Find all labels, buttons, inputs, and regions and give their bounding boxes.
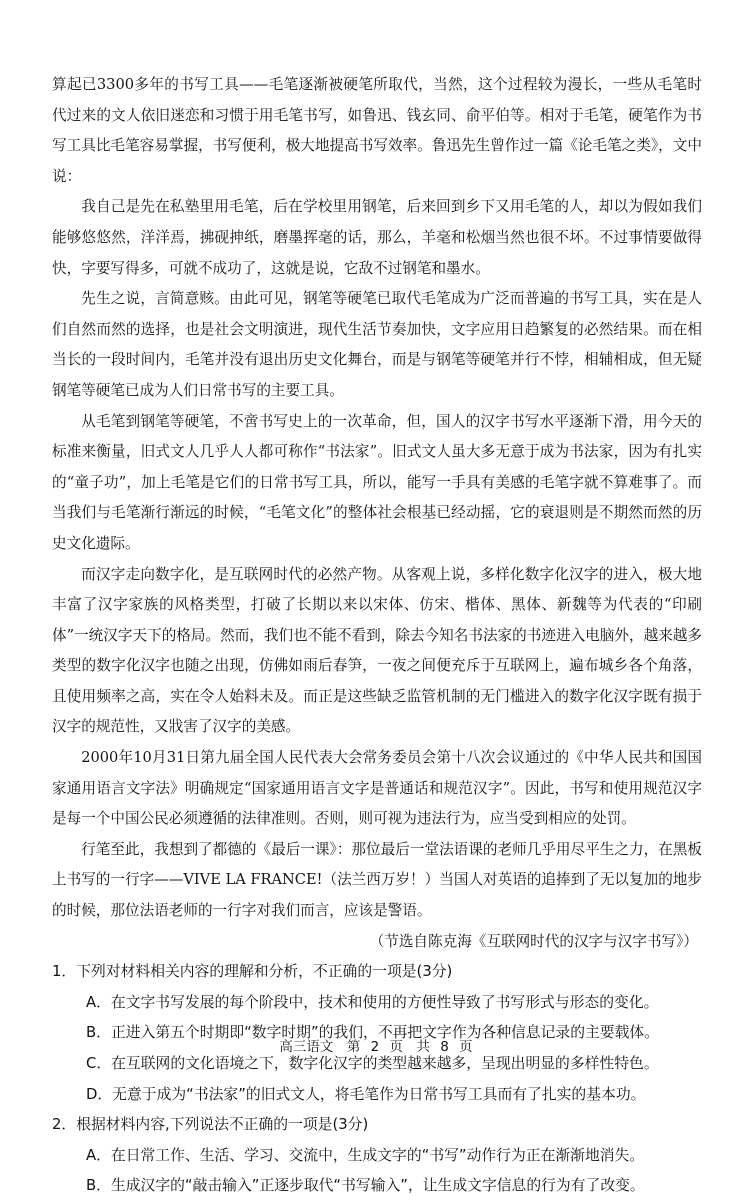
- passage-source: （节选自陈克海《互联网时代的汉字与汉字书写》）: [369, 932, 698, 950]
- page-footer: 高三语文 第 2 页 共 8 页: [279, 1039, 473, 1055]
- question-stem: 2．根据材料内容,下列说法不正确的一项是(3分): [52, 1116, 369, 1134]
- question-1: [52, 957, 702, 1110]
- answer-option-a: A．在日常工作、生活、学习、交流中，生成文字的“书写”动作行为正在渐渐地消失。: [86, 1146, 645, 1164]
- question-stem: 1．下列对材料相关内容的理解和分析，不正确的一项是(3分): [52, 963, 453, 981]
- answer-option-c: C．在互联网的文化语境之下，数字化汉字的类型越来越多，呈现出明显的多样性特色。: [86, 1055, 659, 1072]
- question-2: [52, 1110, 702, 1202]
- passage-paragraph: 先生之说，言简意赅。由此可见，钢笔等硬笔已取代毛笔成为广泛而普遍的书写工具，实在是人们自然而然的选择，也是社会文明演进，现代生活节奏加快，文字应用日趋繁复的必然结果。而在相当长的一段时间内，毛笔并没有退出历史文化舞台，而是与钢笔等硬笔并行不悖，相辅相成，但无疑钢笔等硬笔已成为人们日常书写的主要工具。: [52, 290, 702, 399]
- answer-option-b: B．正进入第五个时期即“数字时期”的我们，不再把文字作为各种信息记录的主要载体。: [86, 1024, 659, 1042]
- passage-paragraph: 行笔至此，我想到了都德的《最后一课》：那位最后一堂法语课的老师几乎用尽平生之力，在黑板上书写的一行字——VIVE LA FRANCE!（法兰西万岁！）当国人对英语的追捧到了无以复加的地步的时候，那位法语老师的一行字对我们而言，应该是警语。: [52, 840, 702, 920]
- answer-option-b: B．生成汉字的“敲击输入”正逐步取代“书写输入”，让生成文字信息的行为有了改变。: [86, 1177, 645, 1195]
- reading-passage: [52, 70, 702, 1202]
- answer-option-d: D．无意于成为“书法家”的旧式文人，将毛笔作为日常书写工具而有了扎实的基本功。: [86, 1085, 646, 1103]
- passage-paragraph: 算起已3300多年的书写工具——毛笔逐渐被硬笔所取代，当然，这个过程较为漫长，一些从毛笔时代过来的文人依旧迷恋和习惯于用毛笔书写，如鲁迅、钱玄同、俞平伯等。相对于毛笔，硬笔作为书写工具比毛笔容易掌握，书写便利，极大地提高书写效率。鲁迅先生曾作过一篇《论毛笔之类》，文中说：: [52, 76, 702, 185]
- passage-paragraph: 2000年10月31日第九届全国人民代表大会常务委员会第十八次会议通过的《中华人民共和国国家通用语言文字法》明确规定“国家通用语言文字是普通话和规范汉字”。因此，书写和使用规范汉字是每一个中国公民必须遵循的法律准则。否则，则可视为违法行为，应当受到相应的处罚。: [52, 749, 702, 828]
- passage-quote-paragraph: 我自己是先在私塾里用毛笔，后在学校里用钢笔，后来回到乡下又用毛笔的人，却以为假如我们能够悠悠然，洋洋焉，拂砚抻纸，磨墨挥毫的话，那么，羊毫和松烟当然也很不坏。不过事情要做得快，字要写得多，可就不成功了，这就是说，它敌不过钢笔和墨水。: [52, 198, 702, 277]
- passage-paragraph: 而汉字走向数字化，是互联网时代的必然产物。从客观上说，多样化数字化汉字的进入，极大地丰富了汉字家族的风格类型，打破了长期以来以宋体、仿宋、楷体、黑体、新魏等为代表的“印刷体”一统汉字天下的格局。然而，我们也不能不看到，除去今知名书法家的书迹进入电脑外，越来越多类型的数字化汉字也随之出现，仿佛如雨后春笋，一夜之间便充斥于互联网上，遍布城乡各个角落，且使用频率之高，实在令人始料未及。而正是这些缺乏监管机制的无门槛进入的数字化汉字既有损于汉字的规范性，又戕害了汉字的美感。: [52, 565, 702, 736]
- passage-paragraph: 从毛笔到钢笔等硬笔，不啻书写史上的一次革命，但，国人的汉字书写水平逐渐下滑，用今天的标准来衡量，旧式文人几乎人人都可称作“书法家”。旧式文人虽大多无意于成为书法家，因为有扎实的“童子功”，加上毛笔是它们的日常书写工具，所以，能写一手具有美感的毛笔字就不算难事了。而当我们与毛笔渐行渐远的时候，“毛笔文化”的整体社会根基已经动摇，它的衰退则是不期然而然的历史文化遗际。: [52, 412, 702, 552]
- answer-option-a: A．在文字书写发展的每个阶段中，技术和使用的方便性导致了书写形式与形态的变化。: [86, 993, 659, 1011]
